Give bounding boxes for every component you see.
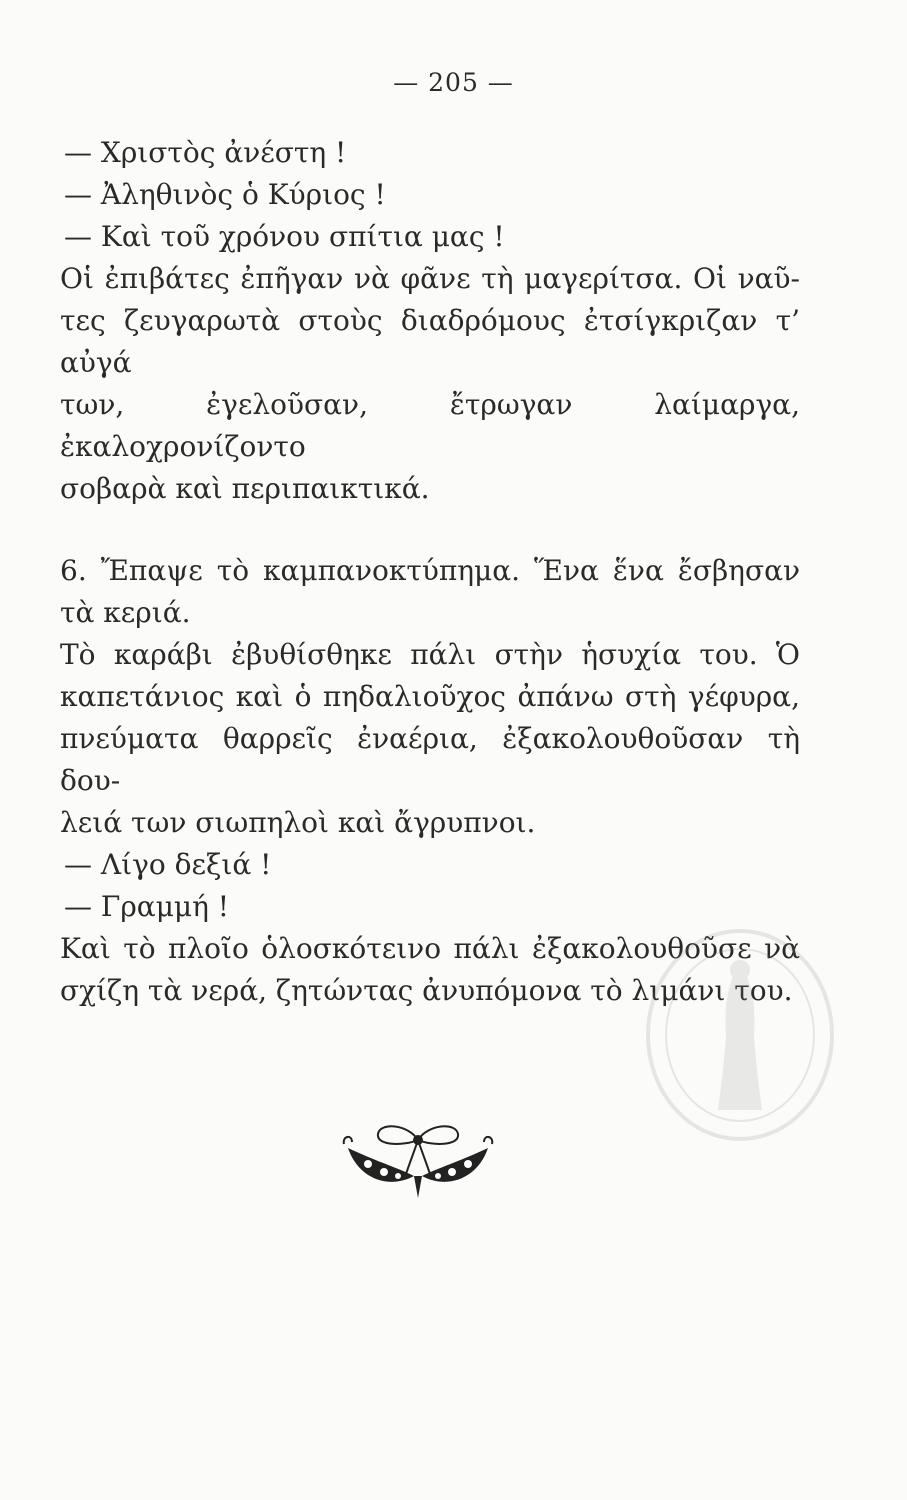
text-line: Τὸ καράβι ἐβυθίσθηκε πάλι στὴν ἡσυχία του. Ὁ xyxy=(60,638,800,671)
text-line: Καὶ τὸ πλοῖο ὁλοσκότεινο πάλι ἐξακολουθοῦσε νὰ xyxy=(60,932,800,965)
text-line: — Γραμμή ! xyxy=(64,890,230,923)
text-line: — Χριστὸς ἀνέστη ! xyxy=(64,136,347,169)
text-line: — Λίγο δεξιά ! xyxy=(64,848,272,881)
text-line: των, ἐγελοῦσαν, ἔτρωγαν λαίμαργα, ἐκαλοχρονίζοντο xyxy=(60,388,800,463)
text-line: λειά των σιωπηλοὶ καὶ ἄγρυπνοι. xyxy=(60,806,536,839)
text-line: καπετάνιος καὶ ὁ πηδαλιοῦχος ἀπάνω στὴ γέφυρα, xyxy=(60,680,800,713)
text-line: — Καὶ τοῦ χρόνου σπίτια μας ! xyxy=(64,220,505,253)
text-line: τες ζευγαρωτὰ στοὺς διαδρόμους ἐτσίγκριζαν τ’ αὐγά xyxy=(60,304,800,379)
text-line: πνεύματα θαρρεῖς ἐναέρια, ἐξακολουθοῦσαν τὴ δου- xyxy=(60,722,800,797)
text-line: — Ἀληθινὸς ὁ Κύριος ! xyxy=(64,178,386,211)
text-line: Οἱ ἐπιβάτες ἐπῆγαν νὰ φᾶνε τὴ μαγερίτσα. Οἱ ναῦ- xyxy=(60,262,800,295)
text-line: τὰ κεριά. xyxy=(60,596,191,629)
page-number: — 205 — xyxy=(393,68,514,97)
ribbon-ornament-icon xyxy=(338,1118,498,1208)
body-text xyxy=(60,132,800,1012)
library-stamp-icon xyxy=(640,925,840,1145)
text-line: σχίζη τὰ νερά, ζητώντας ἀνυπόμονα τὸ λιμάνι του. xyxy=(60,974,793,1007)
text-line: 6. Ἔπαψε τὸ καμπανοκτύπημα. Ἕνα ἕνα ἔσβησαν xyxy=(60,554,800,587)
text-line: σοβαρὰ καὶ περιπαικτικά. xyxy=(60,472,430,505)
